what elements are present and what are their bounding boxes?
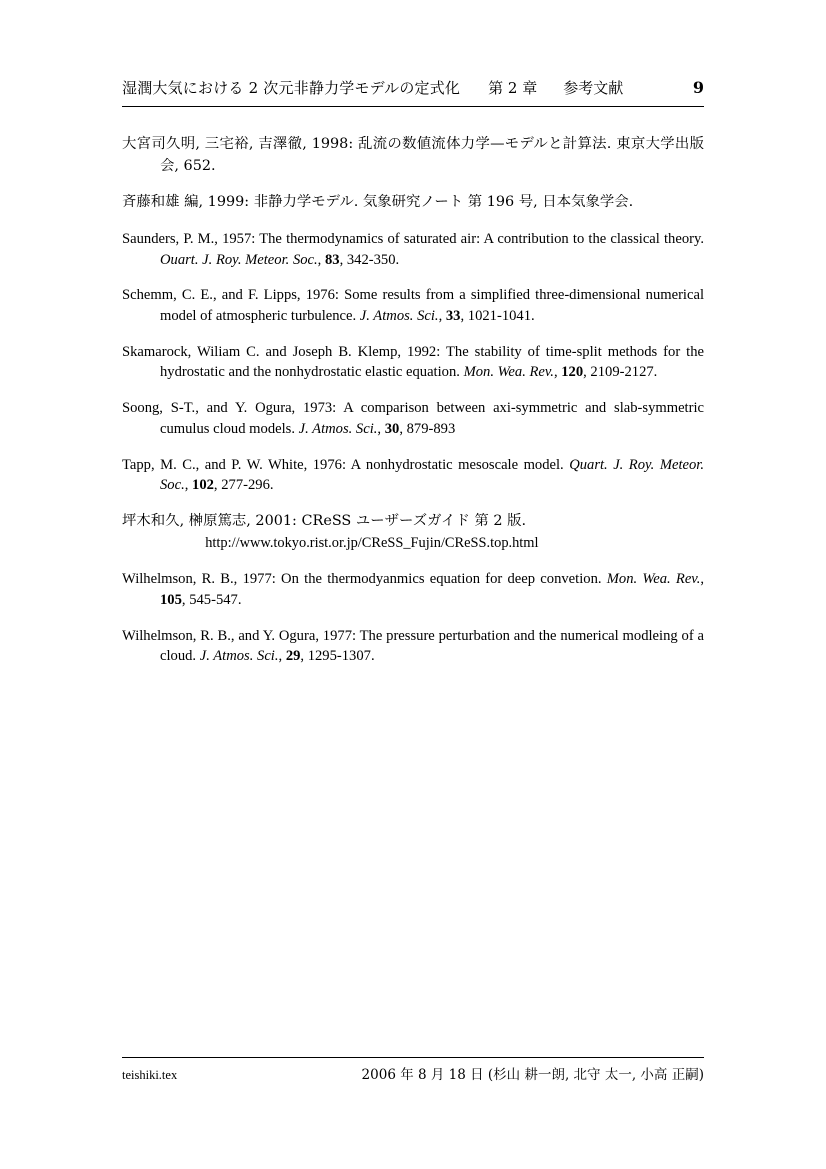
reference-entry: Wilhelmson, R. B., 1977: On the thermodyanmics equation for deep convetion. Mon. Wea. Rev., 105, 545-547. xyxy=(122,571,704,608)
page-number: 9 xyxy=(692,78,704,97)
reference-entry: Wilhelmson, R. B., and Y. Ogura, 1977: The pressure perturbation and the numerical modleing of a cloud. J. Atmos. Sci., 29, 1295-1307. xyxy=(122,627,704,665)
reference-entry: Tapp, M. C., and P. W. White, 1976: A nonhydrostatic mesoscale model. Quart. J. Roy. Meteor. Soc., 102, 277-296. xyxy=(122,456,704,494)
bibliography-list xyxy=(122,134,704,682)
header-divider xyxy=(122,106,704,107)
footer-info: 2006 年 8 月 18 日 (杉山 耕一朗, 北守 太一, 小高 正嗣) xyxy=(361,1067,704,1083)
source-filename: teishiki.tex xyxy=(122,1068,178,1082)
reference-entry: Soong, S-T., and Y. Ogura, 1973: A comparison between axi-symmetric and slab-symmetric cumulus cloud models. J. Atmos. Sci., 30, 879-893 xyxy=(122,400,704,437)
chapter-label: 第 2 章 xyxy=(488,79,538,97)
page-header-row xyxy=(122,78,704,97)
reference-entry: 坪木和久, 榊原篤志, 2001: CReSS ユーザーズガイド 第 2 版. http://www.tokyo.rist.or.jp/CReSS_Fujin/CReSS.top.html xyxy=(122,513,539,551)
page-footer xyxy=(122,1063,704,1083)
running-title: 湿潤大気における 2 次元非静力学モデルの定式化 xyxy=(122,79,461,97)
reference-entry: Saunders, P. M., 1957: The thermodynamics of saturated air: A contribution to the classical theory. Ouart. J. Roy. Meteor. Soc., 83, 342-350. xyxy=(122,230,704,268)
section-label: 参考文献 xyxy=(563,79,624,97)
reference-entry: 大宮司久明, 三宅裕, 吉澤徹, 1998: 乱流の数値流体力学—モデルと計算法. 東京大学出版会, 652. xyxy=(122,136,704,174)
reference-entry: Schemm, C. E., and F. Lipps, 1976: Some results from a simplified three-dimensional numerical model of atmospheric turbulence. J. Atmos. Sci., 33, 1021-1041. xyxy=(122,287,704,324)
footer-divider xyxy=(122,1057,704,1058)
page-header xyxy=(122,78,704,97)
reference-entry: Skamarock, Wiliam C. and Joseph B. Klemp, 1992: The stability of time-split methods for the hydrostatic and the nonhydrostatic elastic equation. Mon. Wea. Rev., 120, 2109-2127. xyxy=(122,343,704,381)
reference-entry: 斉藤和雄 編, 1999: 非静力学モデル. 気象研究ノート 第 196 号, 日本気象学会. xyxy=(122,194,634,211)
